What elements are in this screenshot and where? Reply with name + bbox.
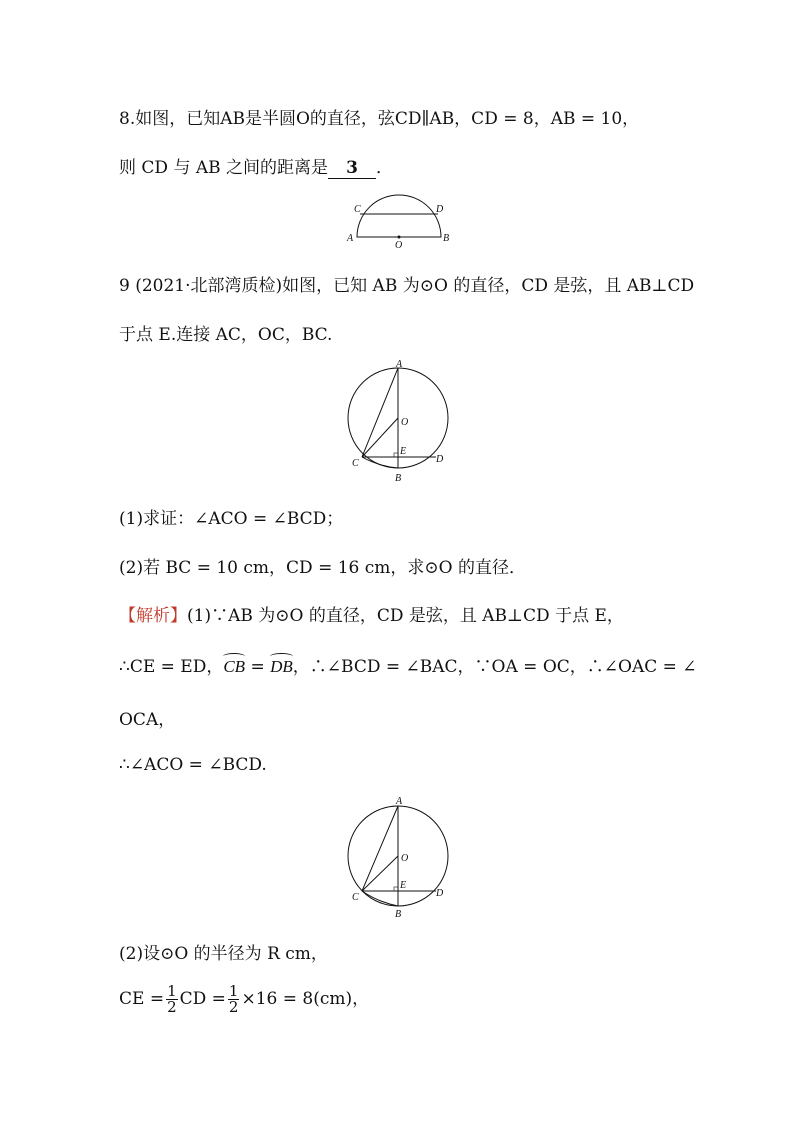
label-a: A <box>347 233 354 244</box>
solution-s6a: CE = <box>119 989 165 1009</box>
q8-line2-text: 则 CD 与 AB 之间的距离是 <box>119 158 329 178</box>
label-e: E <box>400 446 407 457</box>
q9-part1: (1)求证：∠ACO = ∠BCD； <box>119 509 344 529</box>
solution-line3: OCA， <box>119 710 176 730</box>
solution-s1: (1)∵AB 为⊙O 的直径，CD 是弦，且 AB⊥CD 于点 E， <box>187 606 624 626</box>
q9-line2: 于点 E.连接 AC，OC，BC. <box>119 325 333 345</box>
solution-s2-eq: = <box>245 657 271 677</box>
label-d: D <box>436 888 444 899</box>
label-b: B <box>395 909 402 920</box>
label-b: B <box>443 233 450 244</box>
solution-s6c: ×16 = 8(cm)， <box>241 989 370 1009</box>
label-d: D <box>436 204 444 215</box>
label-c: C <box>352 458 359 469</box>
arc-cb: CB <box>223 657 246 676</box>
solution-s2a: ∴CE = ED， <box>119 657 224 677</box>
solution-line2 <box>119 652 697 677</box>
solution-s2b: ，∴∠BCD = ∠BAC，∵OA = OC，∴∠OAC = ∠ <box>292 657 697 677</box>
label-o: O <box>395 240 403 251</box>
q8-line1: 8.如图，已知AB是半圆O的直径，弦CD∥AB，CD = 8，AB = 10， <box>119 109 640 129</box>
fraction-half-1: $\frac{1}{2}$ <box>167 982 177 1016</box>
circle-figure-1 <box>340 358 460 488</box>
label-c: C <box>354 204 361 215</box>
q8-line2 <box>119 153 393 179</box>
semicircle-figure <box>340 192 460 252</box>
solution-line6 <box>119 984 369 1015</box>
label-c: C <box>352 892 359 903</box>
q8-line2-end: ． <box>376 158 394 178</box>
q9-line1: 9 (2021·北部湾质检)如图，已知 AB 为⊙O 的直径，CD 是弦，且 AB⊥CD <box>119 276 695 296</box>
solution-tag: 【解析】 <box>119 606 187 626</box>
label-a: A <box>396 796 403 807</box>
circle-figure-2 <box>340 792 460 922</box>
solution-line1 <box>119 601 624 626</box>
label-o: O <box>401 853 409 864</box>
solution-line5: (2)设⊙O 的半径为 R cm， <box>119 944 328 964</box>
label-b: B <box>395 473 402 484</box>
label-d: D <box>436 454 444 465</box>
solution-line4: ∴∠ACO = ∠BCD. <box>119 755 267 775</box>
label-o: O <box>401 417 409 428</box>
label-e: E <box>400 880 407 891</box>
arc-db: DB <box>270 657 293 676</box>
solution-s6b: CD = <box>179 989 226 1009</box>
q9-part2: (2)若 BC = 10 cm，CD = 16 cm，求⊙O 的直径． <box>119 558 526 578</box>
label-a: A <box>396 359 403 370</box>
fraction-half-2: $\frac{1}{2}$ <box>228 982 239 1016</box>
q8-answer-blank: 3 <box>328 158 376 179</box>
